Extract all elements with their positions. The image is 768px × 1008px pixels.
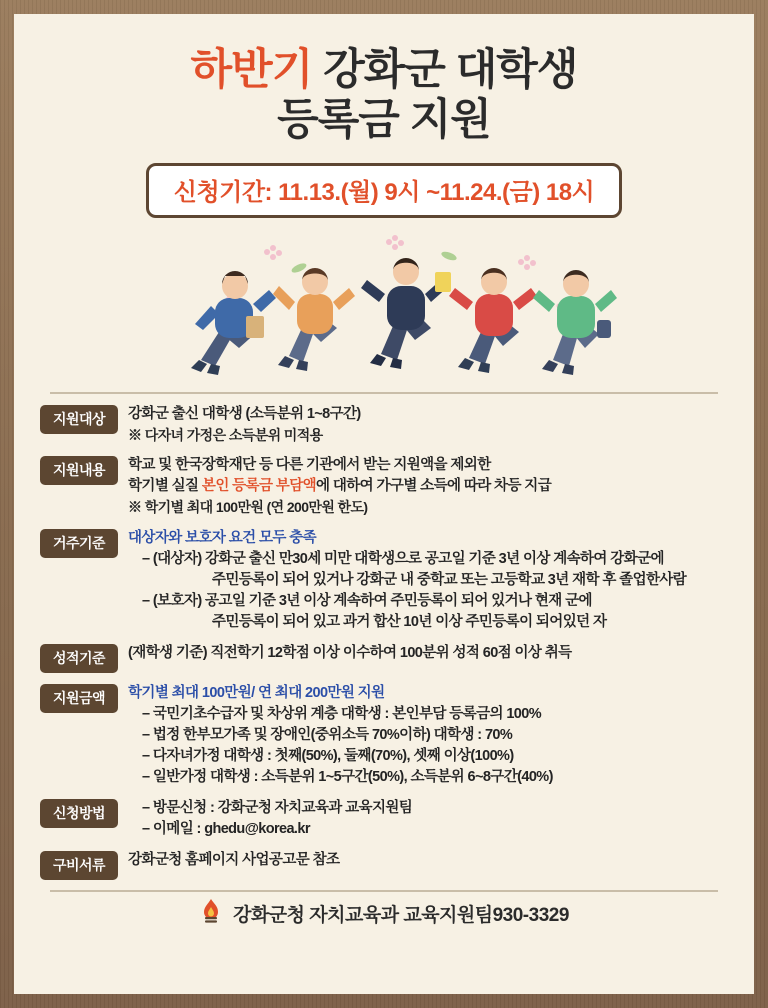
text-line: 강화군 출신 대학생 (소득분위 1~8구간) (128, 406, 361, 423)
footer (40, 898, 728, 929)
section-support-content (40, 455, 728, 517)
text-line: – 다자녀가정 대학생 : 첫째(50%), 둘째(70%), 셋째 이상(100%) (142, 747, 514, 764)
student-figure-5 (533, 270, 617, 375)
text-line: 대상자와 보호자 요건 모두 충족 (128, 529, 317, 546)
section-required-documents (40, 850, 728, 880)
tag-required-documents: 구비서류 (40, 851, 118, 880)
flame-emblem-icon (199, 898, 223, 929)
body-residency-criteria (128, 528, 728, 633)
text-line: 학기별 최대 100만원/ 연 최대 200만원 지원 (128, 684, 385, 701)
text-line: – (보호자) 공고일 기준 3년 이상 계속하여 주민등록이 되어 있거나 현재 군에 (142, 592, 592, 609)
title-accent: 하반기 (190, 46, 313, 94)
section-support-target (40, 404, 728, 445)
poster-body (14, 14, 754, 994)
illustration-svg (149, 228, 619, 388)
poster-title-block (40, 46, 728, 147)
text-line: 주민등록이 되어 있고 과거 합산 10년 이상 주민등록이 되어있던 자 (212, 613, 607, 630)
application-period-box (146, 163, 622, 218)
section-residency-criteria (40, 528, 728, 633)
tag-residency-criteria: 거주기준 (40, 529, 118, 558)
text-post: 에 대하여 가구별 소득에 따라 차등 지급 (316, 478, 552, 495)
text-emphasis: 본인 등록금 부담액 (201, 478, 317, 495)
footer-divider (50, 890, 718, 892)
student-figure-4 (449, 268, 537, 373)
text-line: – 법정 한부모가족 및 장애인(중위소득 70%이하) 대학생 : 70% (142, 726, 513, 743)
student-figure-2 (273, 268, 355, 371)
tag-application-method: 신청방법 (40, 799, 118, 828)
body-support-amount (128, 683, 728, 788)
text-line: 주민등록이 되어 있거나 강화군 내 중학교 또는 고등학교 3년 재학 후 졸업한사람 (212, 571, 687, 588)
body-required-documents (128, 850, 728, 871)
footer-contact-text: 강화군청 자치교육과 교육지원팀930-3329 (233, 904, 569, 926)
text-line: ※ 학기별 최대 100만원 (연 200만원 한도) (128, 499, 368, 516)
student-figure-3 (361, 258, 451, 369)
tag-grade-criteria: 성적기준 (40, 644, 118, 673)
page-title-line-1 (40, 46, 728, 95)
body-grade-criteria (128, 643, 728, 664)
section-support-amount (40, 683, 728, 788)
text-line: (재학생 기준) 직전학기 12학점 이상 이수하여 100분위 성적 60점 이상 취득 (128, 644, 572, 661)
text-line-mixed (128, 476, 728, 497)
text-line: 학교 및 한국장학재단 등 다른 기관에서 받는 지원액을 제외한 (128, 457, 491, 474)
text-line: ※ 다자녀 가정은 소득분위 미적용 (128, 427, 323, 444)
section-grade-criteria (40, 643, 728, 673)
body-application-method (128, 798, 728, 840)
section-application-method (40, 798, 728, 840)
body-support-content (128, 455, 728, 517)
student-figure-1 (191, 271, 276, 375)
jumping-students-illustration (40, 228, 728, 388)
title-rest: 강화군 대학생 (312, 46, 578, 94)
text-line: – (대상자) 강화군 출신 만30세 미만 대학생으로 공고일 기준 3년 이상 계속하여 강화군에 (142, 550, 664, 567)
body-support-target (128, 404, 728, 445)
tag-support-content: 지원내용 (40, 456, 118, 485)
tag-support-amount: 지원금액 (40, 684, 118, 713)
text-line-email: – 이메일 : ghedu@korea.kr (142, 820, 310, 837)
text-line: 강화군청 홈페이지 사업공고문 참조 (128, 851, 340, 868)
page-title-line-2: 등록금 지원 (277, 96, 491, 145)
text-pre: 학기별 실질 (128, 478, 202, 495)
text-line: – 국민기초수급자 및 차상위 계층 대학생 : 본인부담 등록금의 100% (142, 705, 542, 722)
text-line: – 방문신청 : 강화군청 자치교육과 교육지원팀 (142, 799, 413, 816)
text-line: – 일반가정 대학생 : 소득분위 1~5구간(50%), 소득분위 6~8구간(40%) (142, 768, 553, 785)
section-divider (50, 392, 718, 394)
tag-support-target: 지원대상 (40, 405, 118, 434)
application-period-text: 신청기간: 11.13.(월) 9시 ~11.24.(금) 18시 (173, 179, 595, 207)
